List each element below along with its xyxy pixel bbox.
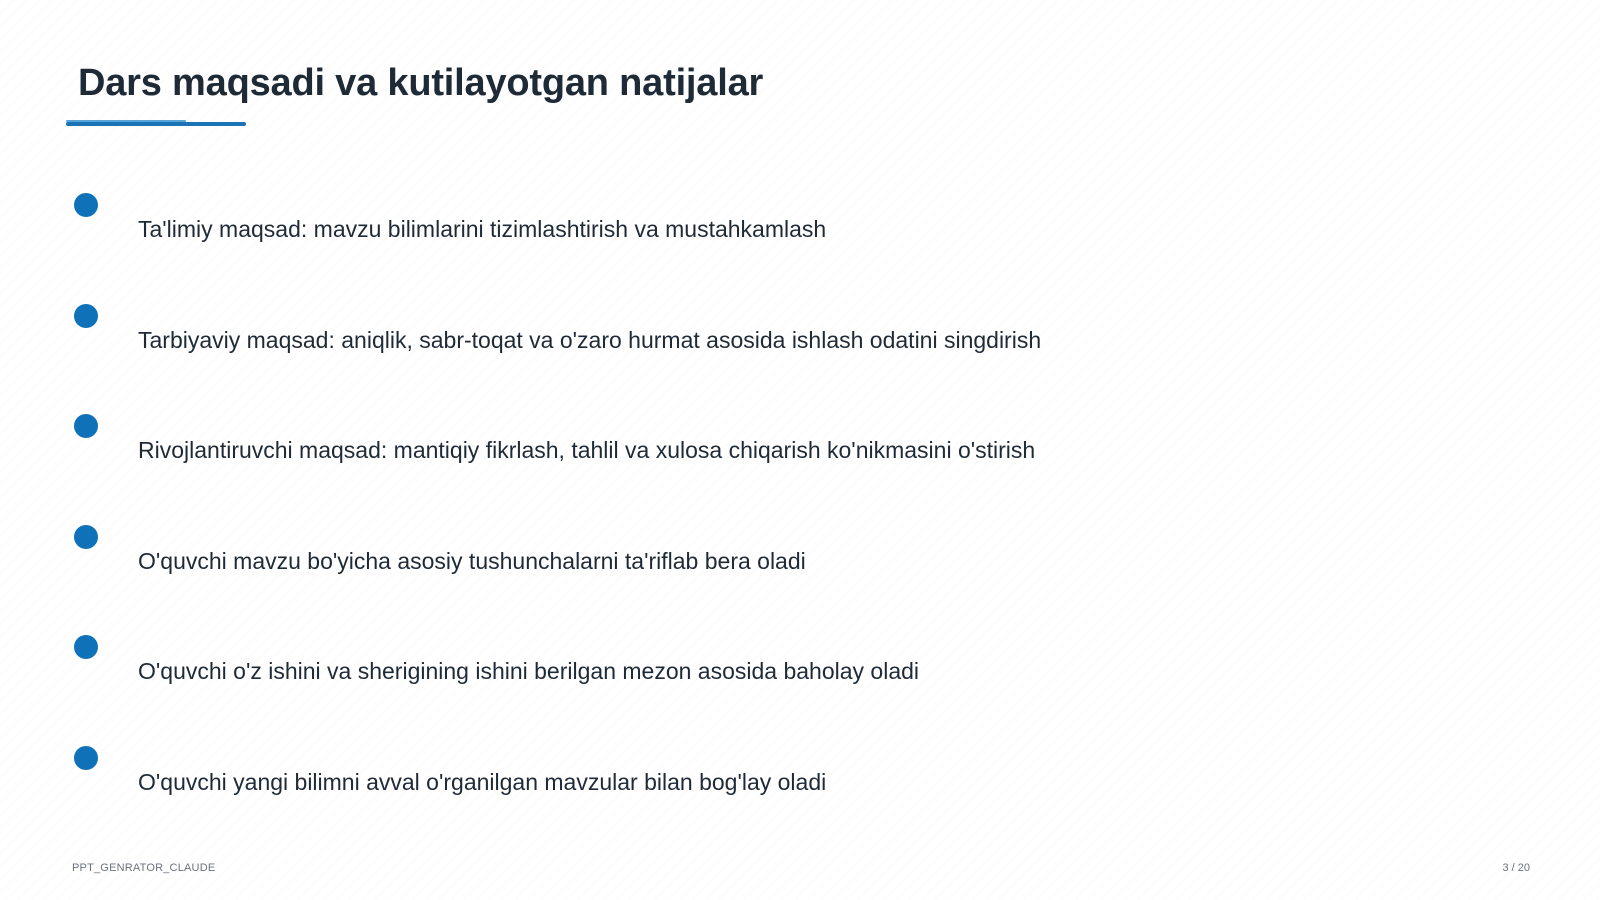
bullet-dot-icon bbox=[74, 746, 98, 770]
bullet-dot-icon bbox=[74, 635, 98, 659]
bullet-text: O'quvchi yangi bilimni avval o'rganilgan mavzular bilan bog'lay oladi bbox=[138, 769, 827, 795]
bullet-item bbox=[74, 193, 1374, 263]
bullet-item bbox=[74, 525, 1374, 595]
bullet-text: Tarbiyaviy maqsad: aniqlik, sabr-toqat va o'zaro hurmat asosida ishlash odatini singdirish bbox=[138, 327, 1042, 353]
bullet-item bbox=[74, 635, 1374, 705]
bullet-item bbox=[74, 304, 1374, 374]
bullet-text: O'quvchi mavzu bo'yicha asosiy tushunchalarni ta'riflab bera oladi bbox=[138, 548, 806, 574]
slide-title: Dars maqsadi va kutilayotgan natijalar bbox=[78, 62, 764, 104]
bullet-dot-icon bbox=[74, 193, 98, 217]
bullet-text: Ta'limiy maqsad: mavzu bilimlarini tizimlashtirish va mustahkamlash bbox=[138, 216, 827, 242]
bullet-item bbox=[74, 414, 1374, 484]
bullet-dot-icon bbox=[74, 525, 98, 549]
bullet-dot-icon bbox=[74, 414, 98, 438]
bullet-text: Rivojlantiruvchi maqsad: mantiqiy fikrlash, tahlil va xulosa chiqarish ko'nikmasini o'stirish bbox=[138, 437, 1036, 463]
page-number: 3 / 20 bbox=[1502, 862, 1530, 874]
bullet-item bbox=[74, 746, 1374, 816]
bullet-dot-icon bbox=[74, 304, 98, 328]
footer-label: PPT_GENRATOR_CLAUDE bbox=[72, 862, 216, 874]
bullet-text: O'quvchi o'z ishini va sherigining ishini berilgan mezon asosida baholay oladi bbox=[138, 658, 920, 684]
